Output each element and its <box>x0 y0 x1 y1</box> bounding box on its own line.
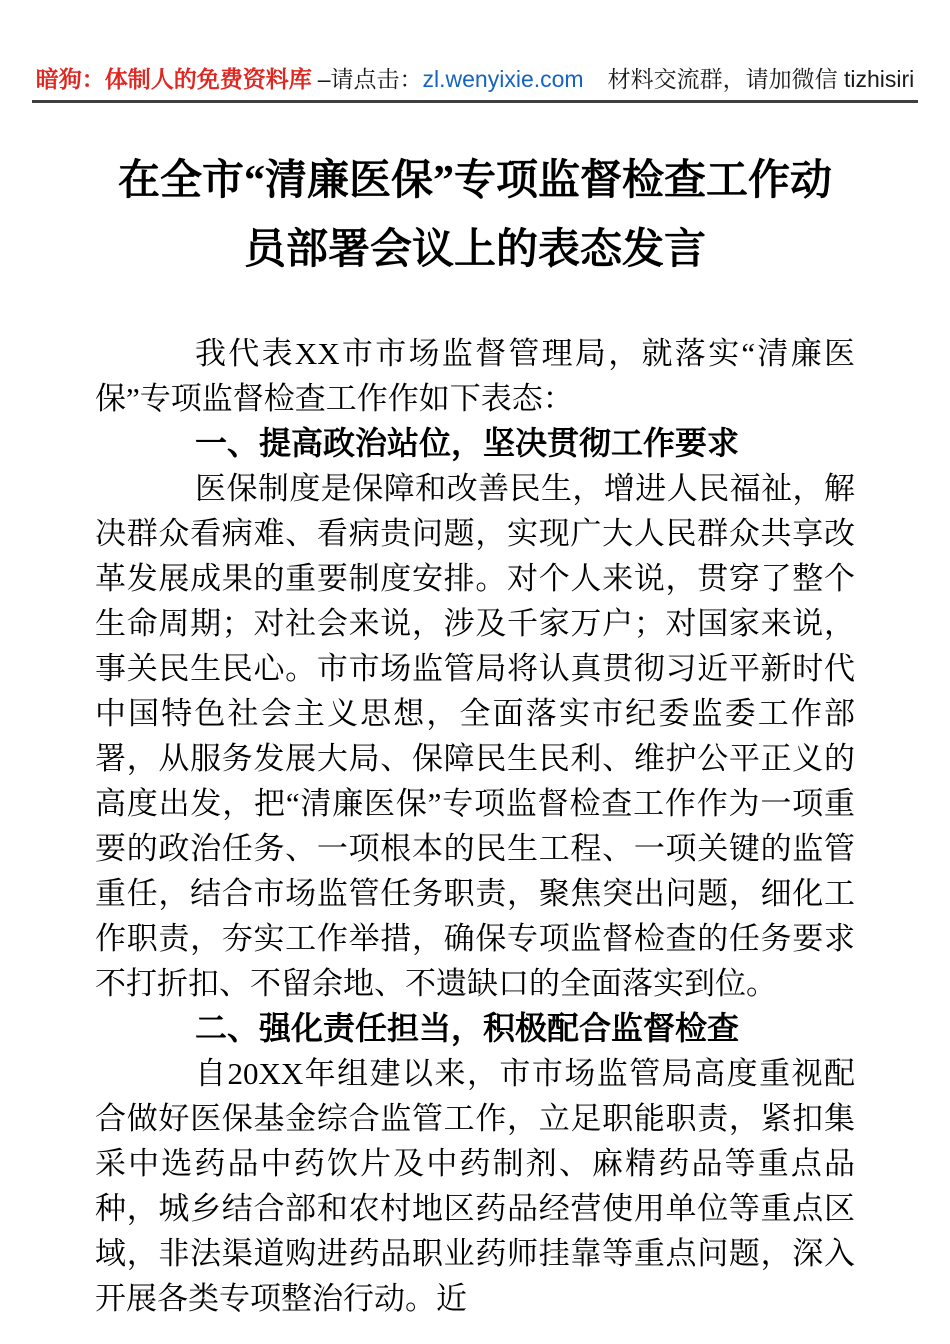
page-title-line-1: 在全市“清廉医保”专项监督检查工作动 <box>117 158 832 204</box>
promo-header-line <box>32 66 919 103</box>
section-heading-1: 一、提高政治站位，坚决贯彻工作要求 <box>195 425 740 461</box>
paragraph-section-1: 医保制度是保障和改善民生，增进人民福祉，解决群众看病难、看病贵问题，实现广大人民群众共享改革发展成果的重要制度安排。对个人来说，贯穿了整个生命周期；对社会来说，涉及千家万户；对国家来说，事关民生民心。市市场监管局将认真贯彻习近平新时代中国特色社会主义思想，全面落实市纪委监委工作部署，从服务发展大局、保障民生民利、维护公平正义的高度出发，把“清廉医保”专项监督检查工作作为一项重要的政治任务、一项根本的民生工程、一项关键的监管重任，结合市场监管任务职责，聚焦突出问题，细化工作职责，夯实工作举措，确保专项监督检查的任务要求不打折扣、不留余地、不遗缺口的全面落实到位。 <box>95 471 855 1001</box>
promo-brand-text: 暗狗：体制人的免费资料库 <box>35 66 312 92</box>
promo-contact-text: 材料交流群，请加微信 tizhisiri <box>607 66 915 92</box>
page-title <box>0 147 950 285</box>
page-title-line-2: 员部署会议上的表态发言 <box>243 227 706 273</box>
promo-link[interactable]: zl.wenyixie.com <box>422 66 584 92</box>
promo-prompt-text: –请点击： <box>317 66 423 92</box>
paragraph-section-2: 自20XX年组建以来，市市场监管局高度重视配合做好医保基金综合监管工作，立足职能职责，紧扣集采中选药品中药饮片及中药制剂、麻精药品等重点品种，城乡结合部和农村地区药品经营使用单位等重点区域，非法渠道购进药品职业药师挂靠等重点问题，深入开展各类专项整治行动。近 <box>95 1056 855 1316</box>
section-heading-2: 二、强化责任担当，积极配合监督检查 <box>195 1010 740 1046</box>
document-body <box>0 331 950 1321</box>
paragraph-intro: 我代表XX市市场监督管理局，就落实“清廉医保”专项监督检查工作作如下表态： <box>95 336 855 416</box>
promo-header <box>0 0 950 103</box>
